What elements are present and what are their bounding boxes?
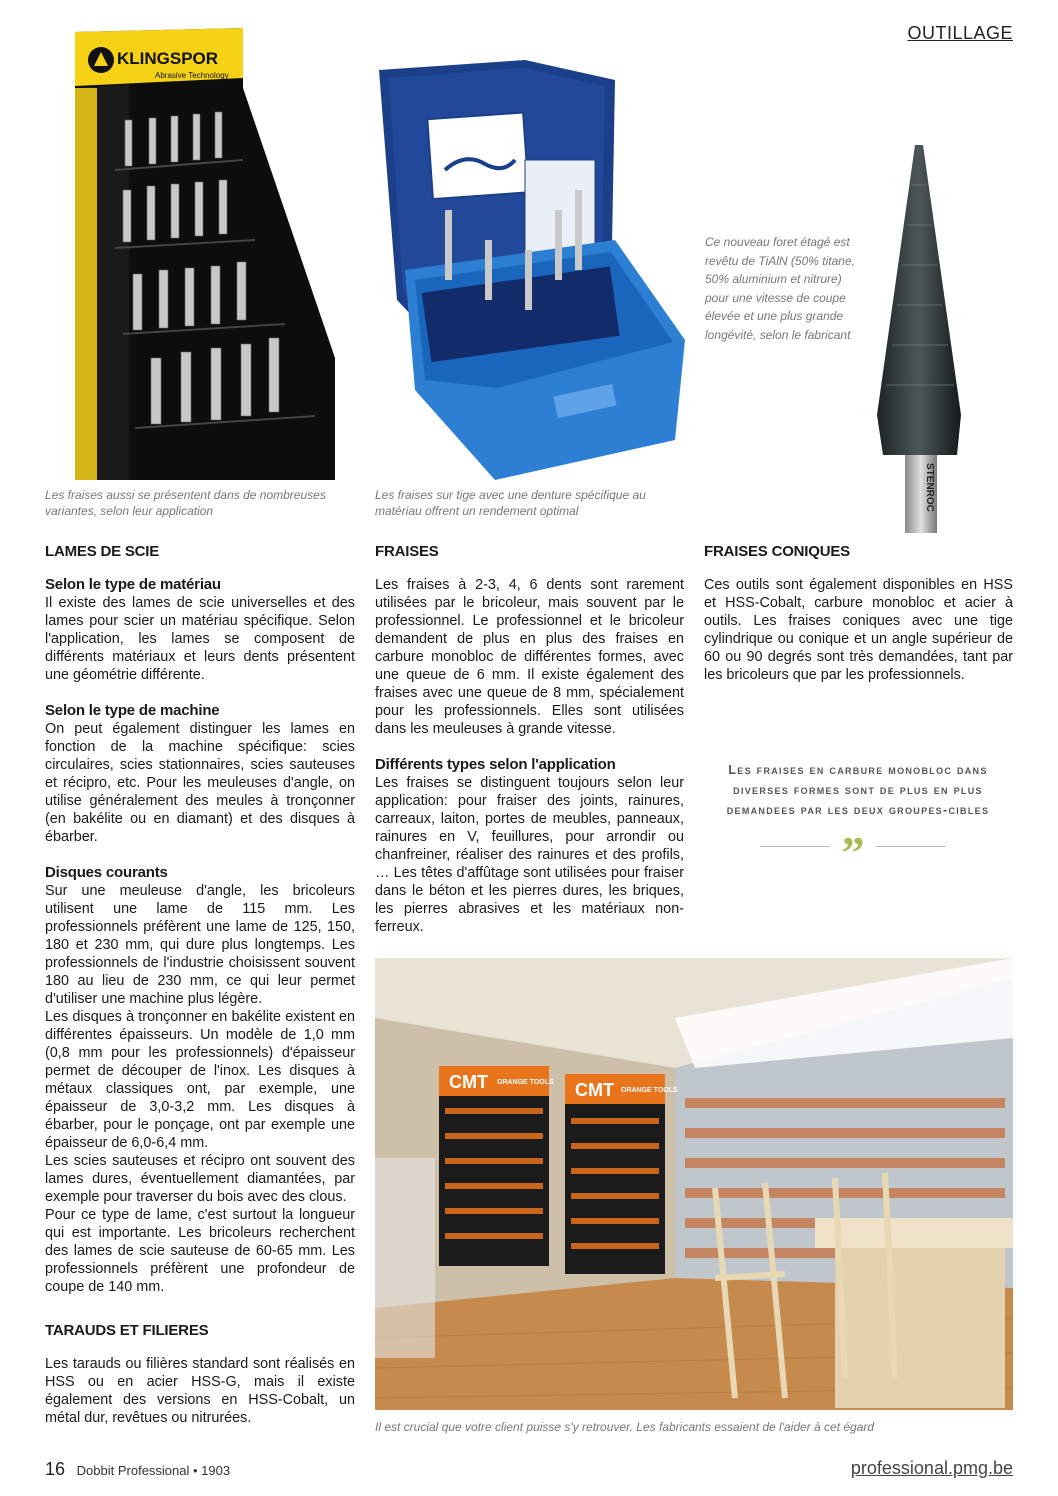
- heading-fraises-coniques: FRAISES CONIQUES: [704, 543, 850, 560]
- stepdrill-photo: [865, 145, 975, 535]
- subheading-disques: Disques courants: [45, 864, 168, 881]
- pferd-brand: PFERD: [433, 118, 508, 143]
- shop-photo: [375, 958, 1013, 1410]
- klingspor-display-illustration: [45, 28, 340, 480]
- quote-mark-icon: ”: [841, 827, 865, 878]
- heading-tarauds: TARAUDS ET FILIERES: [45, 1322, 209, 1339]
- heading-fraises: FRAISES: [375, 543, 439, 560]
- column-2: [375, 543, 684, 936]
- paragraph-fraises: Les fraises à 2-3, 4, 6 dents sont rarement utilisées par le bricoleur, mais souvent par le professionnel. Le professionnel et le bricoleur demandent de plus en plus des fraises en carbure monobloc de différentes formes, avec une queue de 6 mm. Il existe également des fraises avec une queue de 8 mm, spécialement pour les professionnels. Elles sont utilisées dans les meuleuses à grande vitesse.: [375, 577, 684, 737]
- paragraph-disques-2: Les disques à tronçonner en bakélite existent en différentes épaisseurs. Un modèle de 1,0 mm (0,8 mm pour les professionnels) d'épaisseur permet de découper de l'inox. Les disques à métaux classiques ont, par exemple, une épaisseur de 3,0-3,2 mm. Les disques à ébarber, pour le ponçage, ont par exemple une épaisseur de 6,0-6,4 mm.: [45, 1009, 355, 1151]
- shop-sign-2: CMT: [575, 1080, 614, 1100]
- klingspor-brand: KLINGSPOR: [117, 49, 219, 68]
- footer-left: [45, 1459, 230, 1480]
- klingspor-tagline: Abrasive Technology: [155, 71, 229, 80]
- shop-caption: Il est crucial que votre client puisse s'y retrouver. Les fabricants essaient de l'aider à cet égard: [375, 1420, 875, 1434]
- paragraph-types: Les fraises se distinguent toujours selon leur application: pour fraiser des joints, rainures, carreaux, laiton, portes de meubles, panneaux, rainures en V, feuillures, pour arrondir ou chanfreiner, réaliser des rainures et des profils, … Les têtes d'affûtage sont utilisées pour fraiser dans le béton et les pierres dures, les briques, les pierres abrasives et les matériaux non-ferreux.: [375, 775, 684, 935]
- subheading-types: Différents types selon l'application: [375, 756, 616, 773]
- paragraph-disques-3: Les scies sauteuses et récipro ont souvent des lames dures, éventuellement diamantées, par exemple pour traverser du bois avec des clous.: [45, 1153, 355, 1205]
- shop-sign-1: CMT: [449, 1072, 488, 1092]
- paragraph-machine: On peut également distinguer les lames en fonction de la machine spécifique: scies circulaires, scies stationnaires, scies sauteuses et récipro, etc. Pour les meuleuses d'angle, on utilise généralement des meules à tronçonner (en bakélite ou en diamant) et des disques à ébarber.: [45, 721, 355, 845]
- pull-quote: Les fraises en carbure monobloc dans diverses formes sont de plus en plus demandees par les deux groupes-cibles: [726, 763, 990, 817]
- column-3: [704, 543, 1013, 684]
- pferd-caption: Les fraises sur tige avec une denture spécifique au matériau offrent un rendement optimal: [375, 488, 646, 518]
- paragraph-coniques: Ces outils sont également disponibles en HSS et HSS-Cobalt, carbure monobloc et acier à outils. Les fraises coniques avec une tige cylindrique ou conique et un angle supérieur de 60 ou 90 degrés sont très demandées, tant par les bricoleurs que par les professionnels.: [704, 577, 1013, 683]
- paragraph-disques-4: Pour ce type de lame, c'est surtout la longueur qui est importante. Les bricoleurs recherchent des lames de scie sauteuse de 60-65 mm. Les professionnels préfèrent une profondeur de coupe de 140 mm.: [45, 1207, 355, 1295]
- klingspor-caption: Les fraises aussi se présentent dans de nombreuses variantes, selon leur application: [45, 488, 326, 518]
- subheading-materiau: Selon le type de matériau: [45, 576, 221, 593]
- column-1: [45, 543, 355, 1427]
- heading-lames-de-scie: LAMES DE SCIE: [45, 543, 160, 560]
- subheading-machine: Selon le type de machine: [45, 702, 220, 719]
- quote-rule-left: [760, 846, 830, 847]
- quote-ornament: [760, 827, 946, 878]
- stepdrill-caption: Ce nouveau foret étagé est revêtu de TiAlN (50% titane, 50% aluminium et nitrure) pour une vitesse de coupe élevée et une plus grande longévité, selon le fabricant: [705, 235, 855, 342]
- pferd-case-illustration: [375, 60, 687, 480]
- shop-sign-1-sub: ORANGE TOOLS: [497, 1079, 554, 1086]
- shop-interior-illustration: [375, 958, 1013, 1410]
- quote-rule-right: [876, 846, 946, 847]
- publication-name: Dobbit Professional • 1903: [76, 1463, 231, 1478]
- paragraph-disques-1: Sur une meuleuse d'angle, les bricoleurs utilisent une lame de 115 mm. Les professionnels préfèrent une lame de 125, 150, 180 et 230 mm, qui dure plus longtemps. Les professionnels de l'industrie choisissent souvent 180 au lieu de 230 mm, ce qui leur permet d'utiliser une machine plus légère.: [45, 883, 355, 1007]
- footer-url-link[interactable]: professional.pmg.be: [850, 1458, 1013, 1478]
- shop-sign-2-sub: ORANGE TOOLS: [621, 1087, 678, 1094]
- page-number: 16: [45, 1459, 66, 1479]
- paragraph-materiau: Il existe des lames de scie universelles et des lames pour scier un matériau spécifique. Selon l'application, les lames se composent de différents matériaux et leurs dents présentent une géométrie différente.: [45, 595, 355, 683]
- section-tag: OUTILLAGE: [907, 23, 1013, 43]
- paragraph-tarauds: Les tarauds ou filières standard sont réalisés en HSS ou en acier HSS-G, mais il existe également des versions en HSS-Cobalt, un métal dur, revêtues ou nitrurées.: [45, 1356, 355, 1426]
- pferd-photo: [375, 60, 687, 480]
- step-drill-illustration: [865, 145, 975, 535]
- klingspor-photo: [45, 28, 340, 480]
- stepdrill-brand: STENROC: [924, 463, 935, 512]
